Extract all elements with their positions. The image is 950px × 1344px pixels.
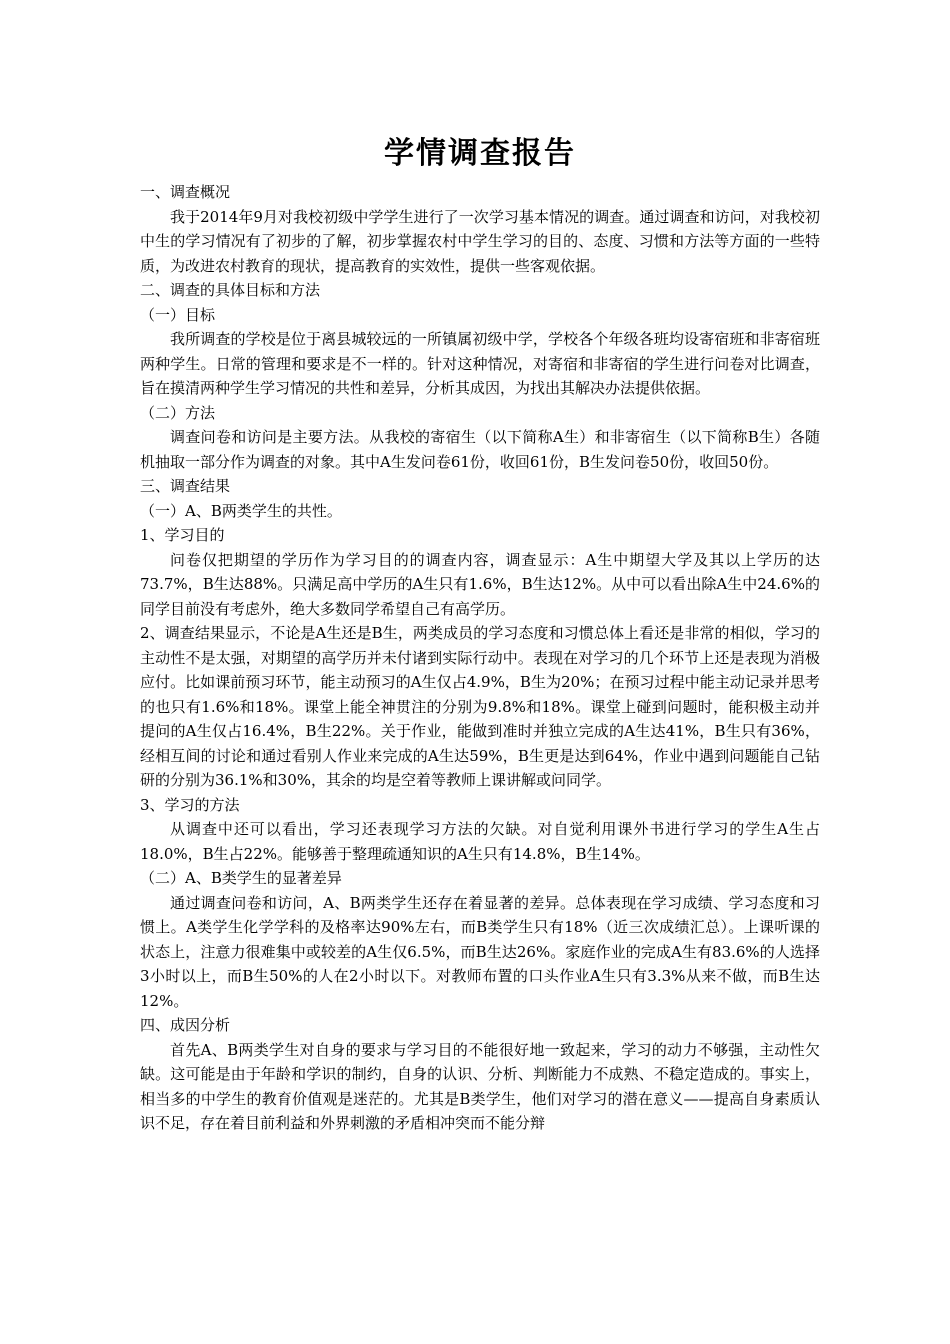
paragraph: 从调查中还可以看出，学习还表现学习方法的欠缺。对自觉利用课外书进行学习的学生A生占18.0%，B生占22%。能够善于整理疏通知识的A生只有14.8%，B生14%。 [140,820,820,863]
paragraph: 调查问卷和访问是主要方法。从我校的寄宿生（以下简称A生）和非寄宿生（以下简称B生）各随机抽取一部分作为调查的对象。其中A生发问卷61份，收回61份，B生发问卷50份，收回50份。 [140,428,820,471]
section-heading: （二）方法 [140,403,216,422]
section-heading: （一）目标 [140,305,216,324]
document-body [140,180,820,1136]
section-heading: （一）A、B两类学生的共性。 [140,501,342,520]
section-heading: 三、调查结果 [140,477,231,495]
paragraph: 我所调查的学校是位于离县城较远的一所镇属初级中学，学校各个年级各班均设寄宿班和非寄宿班两种学生。日常的管理和要求是不一样的。针对这种情况，对寄宿和非寄宿的学生进行问卷对比调查，旨在摸清两种学生学习情况的共性和差异，分析其成因，为找出其解决办法提供依据。 [140,330,820,397]
section-heading: 二、调查的具体目标和方法 [140,281,321,299]
paragraph: 我于2014年9月对我校初级中学学生进行了一次学习基本情况的调查。通过调查和访问，对我校初中生的学习情况有了初步的了解，初步掌握农村中学生学习的目的、态度、习惯和方法等方面的一些特质，为改进农村教育的现状，提高教育的实效性，提供一些客观依据。 [140,207,820,275]
document-title: 学情调查报告 [384,136,576,171]
section-heading: 1、学习目的 [140,526,225,544]
paragraph: 问卷仅把期望的学历作为学习目的的调查内容，调查显示：A生中期望大学及其以上学历的达73.7%，B生达88%。只满足高中学历的A生只有1.6%，B生达12%。从中可以看出除A生中24.6%的同学目前没有考虑外，绝大多数同学希望自己有高学历。 [140,550,820,618]
document-page [140,120,820,1136]
section-heading: 一、调查概况 [140,183,231,201]
section-heading: （二）A、B类学生的显著差异 [140,869,342,887]
paragraph: 2、调查结果显示，不论是A生还是B生，两类成员的学习态度和习惯总体上看还是非常的相似，学习的主动性不是太强，对期望的高学历并未付诸到实际行动中。表现在对学习的几个环节上还是表现为消极应付。比如课前预习环节，能主动预习的A生仅占4.9%，B生为20%；在预习过程中能主动记录并思考的也只有1.6%和18%。课堂上能全神贯注的分别为9.8%和18%。课堂上碰到问题时，能积极主动并提问的A生仅占16.4%，B生22%。关于作业，能做到准时并独立完成的A生达41%，B生只有36%，经相互间的讨论和通过看别人作业来完成的A生达59%，B生更是达到64%，作业中遇到问题能自己钻研的分别为36.1%和30%，其余的均是空着等教师上课讲解或问同学。 [140,624,820,789]
paragraph: 通过调查问卷和访问，A、B两类学生还存在着显著的差异。总体表现在学习成绩、学习态度和习惯上。A类学生化学学科的及格率达90%左右，而B类学生只有18%（近三次成绩汇总）。上课听课的状态上，注意力很难集中或较差的A生仅6.5%，而B生达26%。家庭作业的完成A生有83.6%的人选择3小时以上，而B生50%的人在2小时以下。对教师布置的口头作业A生只有3.3%从来不做，而B生达12%。 [140,893,820,1010]
section-heading: 四、成因分析 [140,1016,231,1034]
section-heading: 3、学习的方法 [140,795,240,814]
paragraph: 首先A、B两类学生对自身的要求与学习目的不能很好地一致起来，学习的动力不够强，主动性欠缺。这可能是由于年龄和学识的制约，自身的认识、分析、判断能力不成熟、不稳定造成的。事实上，相当多的中学生的教育价值观是迷茫的。尤其是B类学生，他们对学习的潜在意义——提高自身素质认识不足，存在着目前利益和外界刺激的矛盾相冲突而不能分辩 [140,1040,820,1132]
